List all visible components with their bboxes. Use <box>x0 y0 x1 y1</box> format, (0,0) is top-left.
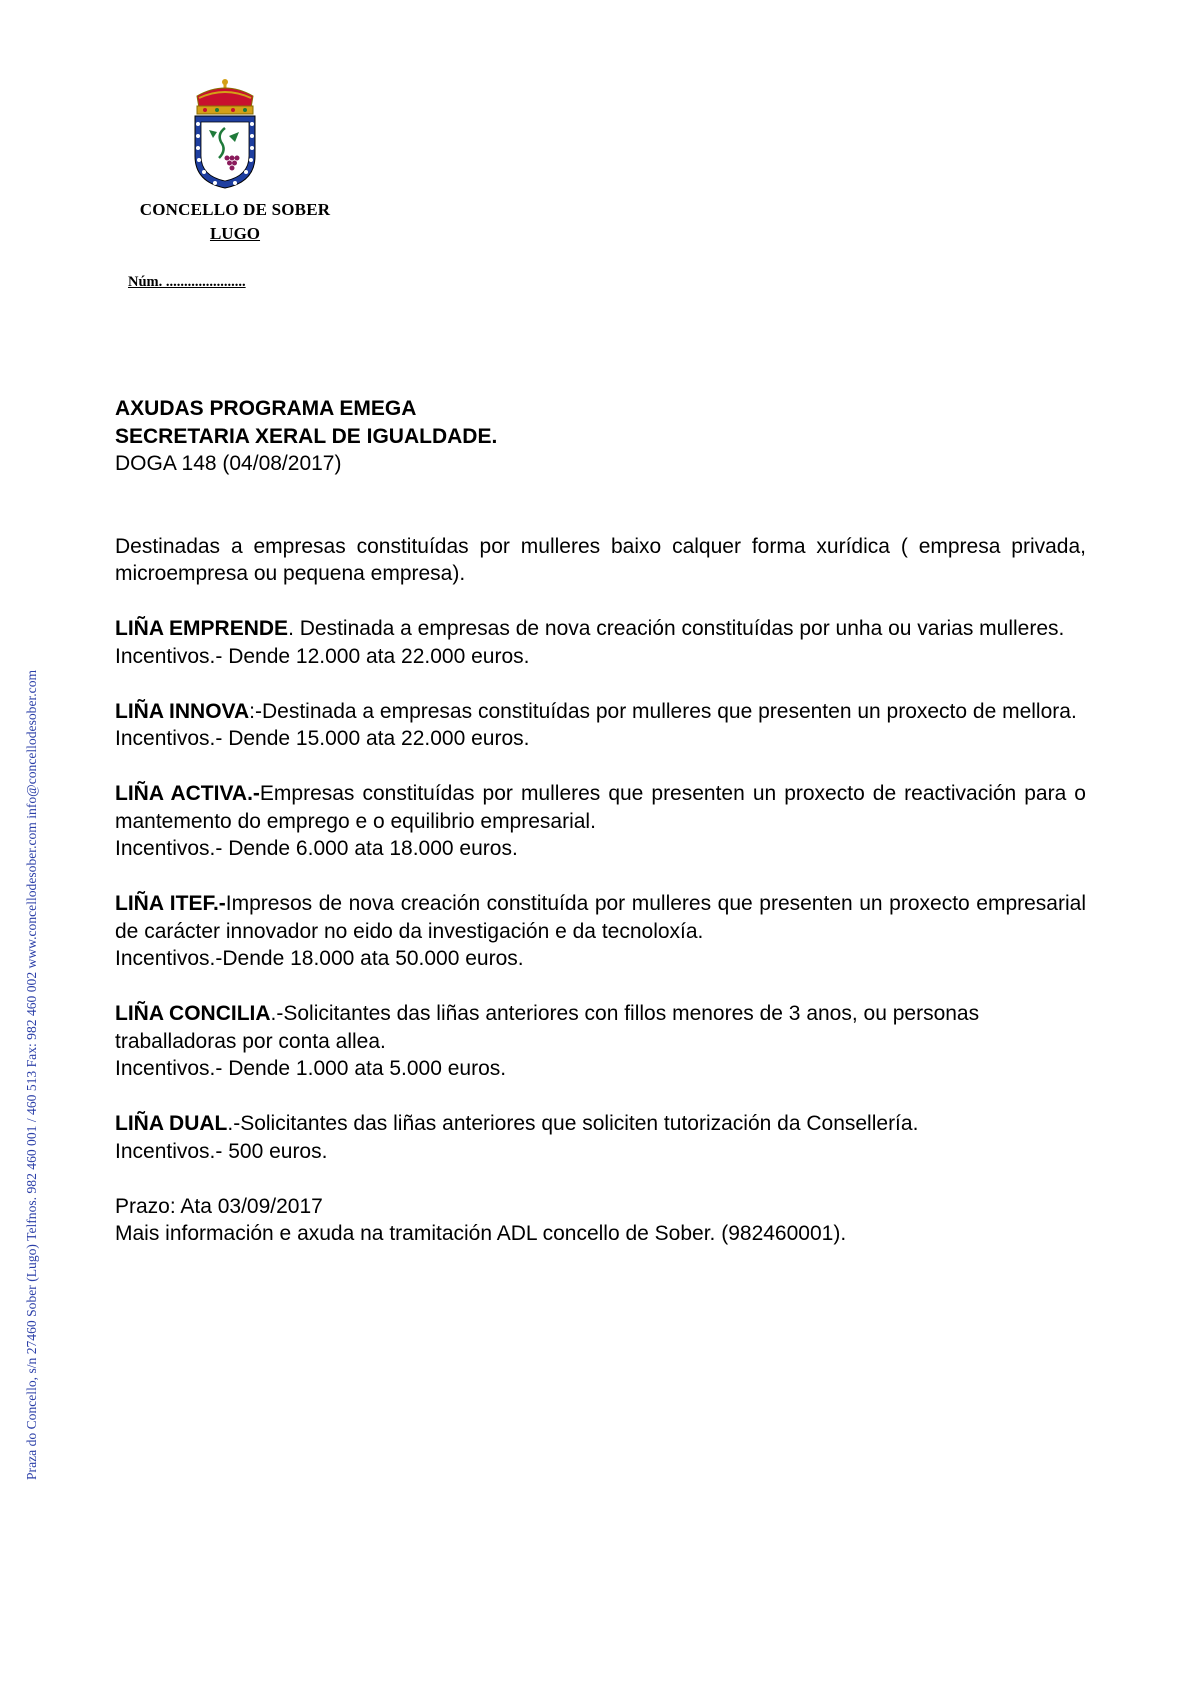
org-city: LUGO <box>209 224 261 243</box>
registry-number: Núm. ...................... <box>128 274 246 290</box>
line-description <box>115 615 1086 643</box>
line-heading: LIÑA ACTIVA.- <box>115 782 260 805</box>
line-block <box>115 698 1086 753</box>
line-text: . Destinada a empresas de nova creación constituídas por unha ou varias mulleres. <box>288 617 1065 640</box>
line-incentive: Incentivos.- Dende 6.000 ata 18.000 euros. <box>115 837 518 860</box>
document-body <box>115 395 1086 1248</box>
sidebar-contact <box>19 530 45 1480</box>
line-incentive: Incentivos.- 500 euros. <box>115 1139 328 1163</box>
line-text: .-Solicitantes das liñas anteriores con fillos menores de 3 anos, ou personas traballadoras por conta allea. <box>115 1002 980 1053</box>
line-heading: LIÑA EMPRENDE <box>115 617 289 640</box>
line-text: :-Destinada a empresas constituídas por mulleres que presenten un proxecto de mellora. <box>249 699 1077 723</box>
line-text: Impresos de nova creación constituída por mulleres que presenten un proxecto empresarial de carácter innovador no eido da investigación e da tecnoloxía. <box>115 892 1086 943</box>
more-info: Mais información e axuda na tramitación ADL concello de Sober. (982460001). <box>115 1222 847 1245</box>
doc-title: AXUDAS PROGRAMA EMEGA <box>115 397 417 420</box>
doc-subtitle: SECRETARIA XERAL DE IGUALDADE. <box>115 424 498 448</box>
line-description <box>115 890 1086 945</box>
line-incentive: Incentivos.- Dende 1.000 ata 5.000 euros. <box>115 1057 507 1080</box>
line-block <box>115 1000 1086 1083</box>
line-description <box>115 1000 1086 1055</box>
line-block <box>115 780 1086 863</box>
line-heading: LIÑA ITEF.- <box>115 892 226 915</box>
intro-paragraph: Destinadas a empresas constituídas por mulleres baixo calquer forma xurídica ( empresa privada, microempresa ou pequena empresa). <box>115 534 1086 585</box>
line-heading: LIÑA CONCILIA <box>115 1002 271 1025</box>
contact-text: Praza do Concello, s/n 27460 Sober (Lugo) Telfnos. 982 460 001 / 460 513 Fax: 982 460 002 www.concellodesober.com info@concellodesober.com <box>24 669 39 1480</box>
line-text: Empresas constituídas por mulleres que presenten un proxecto de reactivación para o mantemento do emprego e o equilibrio empresarial. <box>115 782 1086 833</box>
line-incentive: Incentivos.- Dende 12.000 ata 22.000 euros. <box>115 644 530 668</box>
line-heading: LIÑA INNOVA <box>115 699 250 723</box>
coat-of-arms-icon <box>187 78 263 190</box>
line-block <box>115 1110 1086 1165</box>
line-description <box>115 1110 1086 1138</box>
line-text: .-Solicitantes das liñas anteriores que soliciten tutorización da Consellería. <box>227 1112 919 1135</box>
line-description <box>115 780 1086 835</box>
doga-reference: DOGA 148 (04/08/2017) <box>115 452 342 475</box>
line-heading: LIÑA DUAL <box>115 1112 228 1135</box>
deadline: Prazo: Ata 03/09/2017 <box>115 1194 323 1218</box>
line-block <box>115 615 1086 670</box>
line-incentive: Incentivos.-Dende 18.000 ata 50.000 euros. <box>115 947 524 970</box>
line-block <box>115 890 1086 973</box>
line-description <box>115 698 1086 726</box>
org-name: CONCELLO DE SOBER <box>139 200 331 219</box>
line-incentive: Incentivos.- Dende 15.000 ata 22.000 euros. <box>115 727 530 750</box>
